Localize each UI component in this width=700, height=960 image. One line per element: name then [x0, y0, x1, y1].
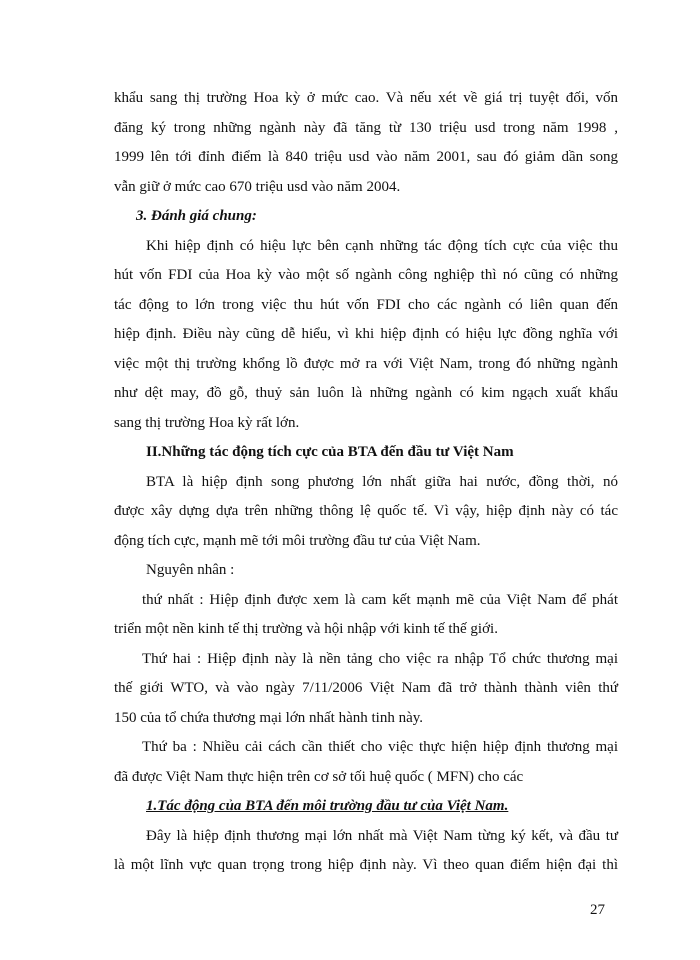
- reason-label: Nguyên nhân :: [146, 562, 235, 578]
- text-line: Thứ ba : Nhiều cải cách cần thiết cho việc thực hiện hiệp định thương mại: [142, 739, 618, 755]
- text-line: sang thị trường Hoa kỳ rất lớn.: [114, 414, 300, 431]
- text-line: 150 của tổ chứa thương mại lớn nhất hành tinh này.: [114, 709, 424, 726]
- text-line: thứ nhất : Hiệp định được xem là cam kết mạnh mẽ của Việt Nam để phát: [142, 591, 618, 608]
- text-line: thế giới WTO, và vào ngày 7/11/2006 Việt Nam đã trở thành thành viên thứ: [114, 680, 618, 696]
- paragraph-3: [114, 468, 618, 557]
- text-line: động tích cực, mạnh mẽ tới môi trường đầu tư của Việt Nam.: [114, 532, 481, 549]
- text-line: Đây là hiệp định thương mại lớn nhất mà Việt Nam từng ký kết, và đầu tư: [146, 827, 618, 844]
- reason-2: [114, 645, 618, 734]
- text-line: Khi hiệp định có hiệu lực bên cạnh những tác động tích cực của việc thu: [146, 237, 618, 254]
- section-heading-II: II.Những tác động tích cực của BTA đến đầu tư Việt Nam: [146, 444, 514, 460]
- text-line: BTA là hiệp định song phương lớn nhất giữa hai nước, đồng thời, nó: [146, 473, 618, 490]
- text-line: triển một nền kinh tế thị trường và hội nhập với kinh tế thế giới.: [114, 621, 498, 637]
- text-line: Thứ hai : Hiệp định này là nền tảng cho việc ra nhập Tổ chức thương mại: [142, 650, 618, 667]
- section-heading-3: 3. Đánh giá chung:: [136, 208, 257, 224]
- text-line: hiệp định. Điều này cũng dễ hiểu, vì khi hiệp định có hiệu lực đồng nghĩa với: [114, 326, 618, 342]
- text-line: đã được Việt Nam thực hiện trên cơ sở tối huệ quốc ( MFN) cho các: [114, 768, 524, 785]
- reason-1: [114, 586, 618, 645]
- text-line: đăng ký trong những ngành này đã tăng từ 130 triệu usd trong năm 1998 ,: [114, 119, 618, 136]
- text-line: vẫn giữ ở mức cao 670 triệu usd vào năm 2004.: [114, 178, 401, 195]
- text-line: hút vốn FDI của Hoa kỳ vào một số ngành công nghiệp thì nó cũng có những: [114, 267, 618, 283]
- text-line: tác động to lớn trong việc thu hút vốn FDI cho các ngành có liên quan đến: [114, 296, 618, 313]
- paragraph-1: [114, 84, 618, 202]
- reason-3: [114, 733, 618, 792]
- text-line: như dệt may, đồ gỗ, thuỷ sản luôn là những ngành có kim ngạch xuất khẩu: [114, 385, 618, 401]
- text-line: là một lĩnh vực quan trọng trong hiệp định này. Vì theo quan điểm hiện đại thì: [114, 857, 618, 873]
- text-line: việc một thị trường khổng lồ được mở ra với Việt Nam, trong đó những ngành: [114, 355, 618, 372]
- document-page: [114, 84, 618, 881]
- text-line: 1999 lên tới đỉnh điểm là 840 triệu usd vào năm 2001, sau đó giảm dần song: [114, 149, 618, 165]
- paragraph-2: [114, 232, 618, 439]
- text-line: được xây dựng dựa trên những thông lệ quốc tế. Vì vậy, hiệp định này có tác: [114, 503, 618, 519]
- page-number: 27: [590, 902, 605, 918]
- text-line: khẩu sang thị trường Hoa kỳ ở mức cao. Và nếu xét về giá trị tuyệt đối, vốn: [114, 90, 618, 106]
- paragraph-4: [114, 822, 618, 881]
- section-heading-1: 1.Tác động của BTA đến môi trường đầu tư của Việt Nam.: [146, 798, 509, 814]
